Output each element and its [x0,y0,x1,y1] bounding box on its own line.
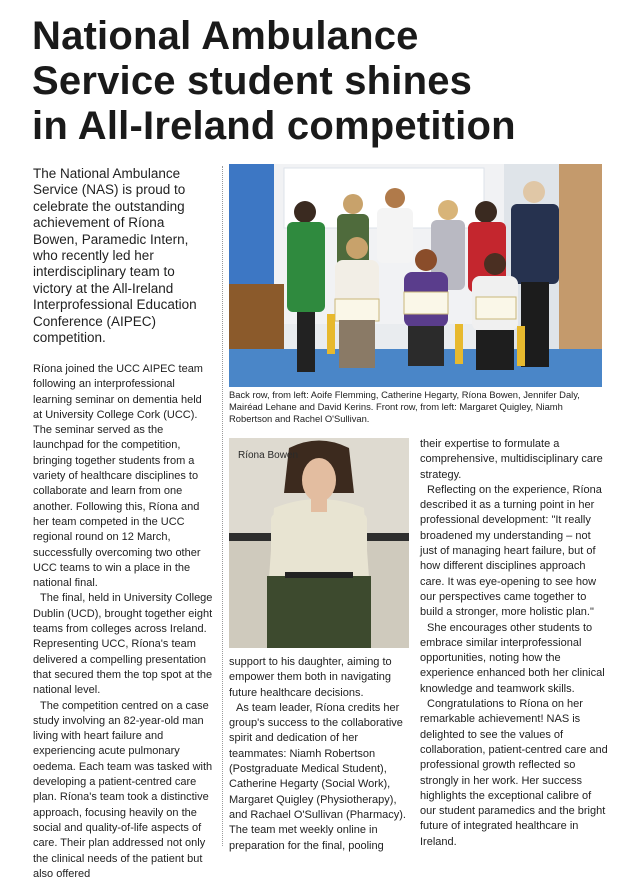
headline-line-3: in All-Ireland competition [32,104,516,148]
portrait-photo [229,438,409,648]
paragraph: She encourages other students to embrace similar interprofessional opportunities, noting how the experience enhanced both her clinical knowledge and teamwork skills. [420,621,605,695]
paragraph: support to his daughter, aiming to empower them both in navigating future healthcare decisions. [229,656,392,699]
paragraph: The final, held in University College Dublin (UCD), brought together eight teams from colleges across Ireland. Representing UCC, Ríona's team delivered a compelling presentation that secured them the top spot at the national level. [33,592,213,697]
paragraph: their expertise to formulate a comprehensive, multidisciplinary care strategy. [420,438,603,481]
paragraph: As team leader, Ríona credits her group's success to the collaborative spirit and dedication of her teammates: Niamh Robertson (Postgraduate Medical Student), Catherine Hegarty (Social Work), Margaret Quigley (Physiotherapy), and Rachael O'Sullivan (Pharmacy). The team met weekly online in preparation for the final, pooling [229,701,406,852]
group-photo-image [229,164,602,387]
article-headline [32,14,622,149]
group-photo [229,164,602,387]
paragraph: Congratulations to Ríona on her remarkable achievement! NAS is delighted to see the values of collaboration, patient-centred care and professional growth reflected so strongly in her work. Her success highlights the exceptional calibre of our student paramedics and the bright future of integrated healthcare in Ireland. [420,698,608,848]
column-divider [222,166,223,846]
paragraph: The competition centred on a case study involving an 82-year-old man living with heart failure and experiencing acute pulmonary oedema. Each team was tasked with developing a patient-centred care plan. Ríona's team took a distinctive approach, focusing heavily on the social and quality-of-life aspects of care. Their plan addressed not only the clinical needs of the patient but also offered [33,699,213,880]
paragraph: Reflecting on the experience, Ríona described it as a turning point in her professional development: "It really broadened my understanding – not just of managing heart failure, but of how different disciplines approach care. It was eye-opening to see how our perspectives came together to build a stronger, more holistic plan." [420,483,602,619]
headline-line-1: National Ambulance [32,14,419,58]
paragraph: Ríona joined the UCC AIPEC team following an interprofessional learning seminar on dementia held at University College Cork (UCC). The seminar served as the launchpad for the competition, bringing together students from a variety of healthcare disciplines to collaborate and learn from one another. Following this, Ríona and her team competed in the UCC regional round on 12 March, successfully overcoming two other UCC teams to win a place in the national final. [33,363,203,590]
right-column [420,437,608,850]
middle-column [229,655,407,854]
portrait-label: Ríona Bowen [238,450,299,461]
group-photo-caption: Back row, from left: Aoife Flemming, Catherine Hegarty, Ríona Bowen, Jennifer Daly, Mairéad Lehane and David Kerins. Front row, from left: Margaret Quigley, Niamh Robertson and Rachel O'Sullivan. [229,389,580,424]
headline-line-2: Service student shines [32,59,473,103]
left-column [33,362,213,882]
portrait-photo-image [229,438,409,648]
article-intro: The National Ambulance Service (NAS) is proud to celebrate the outstanding achievement of Ríona Bowen, Paramedic Intern, who recently led her interdisciplinary team to victory at the All-Ireland Interprofessional Education Conference (AIPEC) competition. [33,166,197,346]
